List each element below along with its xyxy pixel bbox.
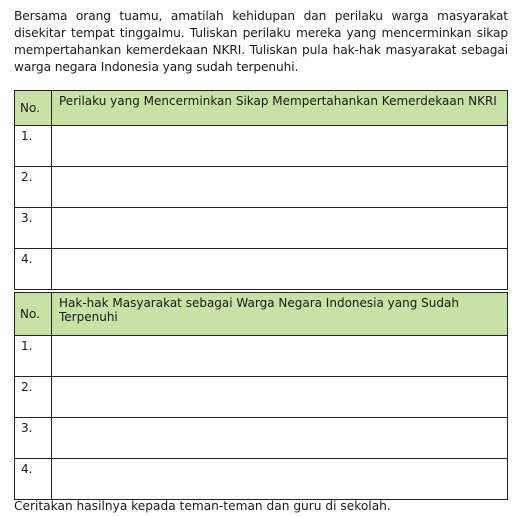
- table-row: [15, 208, 508, 249]
- table-row: [15, 126, 508, 167]
- behavior-table: [14, 90, 508, 290]
- instruction-paragraph: Bersama orang tuamu, amatilah kehidupan dan perilaku warga masyarakat disekitar tempat tinggalmu. Tuliskan perilaku mereka yang mencerminkan sikap mempertahankan kemerdekaan NKRI. Tuliskan pula hak-hak masyarakat sebagai warga negara Indonesia yang sudah terpenuhi.: [14, 9, 508, 74]
- answer-cell[interactable]: [52, 418, 508, 459]
- row-number: 2.: [15, 167, 52, 208]
- row-number: 2.: [15, 377, 52, 418]
- rights-column-header: Hak-hak Masyarakat sebagai Warga Negara Indonesia yang Sudah Terpenuhi: [52, 293, 508, 336]
- answer-cell[interactable]: [52, 208, 508, 249]
- table-header-row: [15, 91, 508, 126]
- table-header-row: [15, 293, 508, 336]
- table-row: [15, 249, 508, 290]
- table-row: [15, 377, 508, 418]
- row-number: 4.: [15, 459, 52, 500]
- answer-cell[interactable]: [52, 167, 508, 208]
- table-row: [15, 336, 508, 377]
- row-number: 3.: [15, 418, 52, 459]
- row-number: 1.: [15, 126, 52, 167]
- answer-cell[interactable]: [52, 459, 508, 500]
- behavior-column-header: Perilaku yang Mencerminkan Sikap Mempertahankan Kemerdekaan NKRI: [52, 91, 508, 126]
- no-column-header: No.: [15, 293, 52, 336]
- closing-instruction: Ceritakan hasilnya kepada teman-teman dan guru di sekolah.: [14, 499, 391, 513]
- table-row: [15, 418, 508, 459]
- row-number: 3.: [15, 208, 52, 249]
- answer-cell[interactable]: [52, 249, 508, 290]
- answer-cell[interactable]: [52, 126, 508, 167]
- no-column-header: No.: [15, 91, 52, 126]
- answer-cell[interactable]: [52, 336, 508, 377]
- row-number: 1.: [15, 336, 52, 377]
- row-number: 4.: [15, 249, 52, 290]
- answer-cell[interactable]: [52, 377, 508, 418]
- table-row: [15, 459, 508, 500]
- rights-table: [14, 292, 508, 500]
- table-row: [15, 167, 508, 208]
